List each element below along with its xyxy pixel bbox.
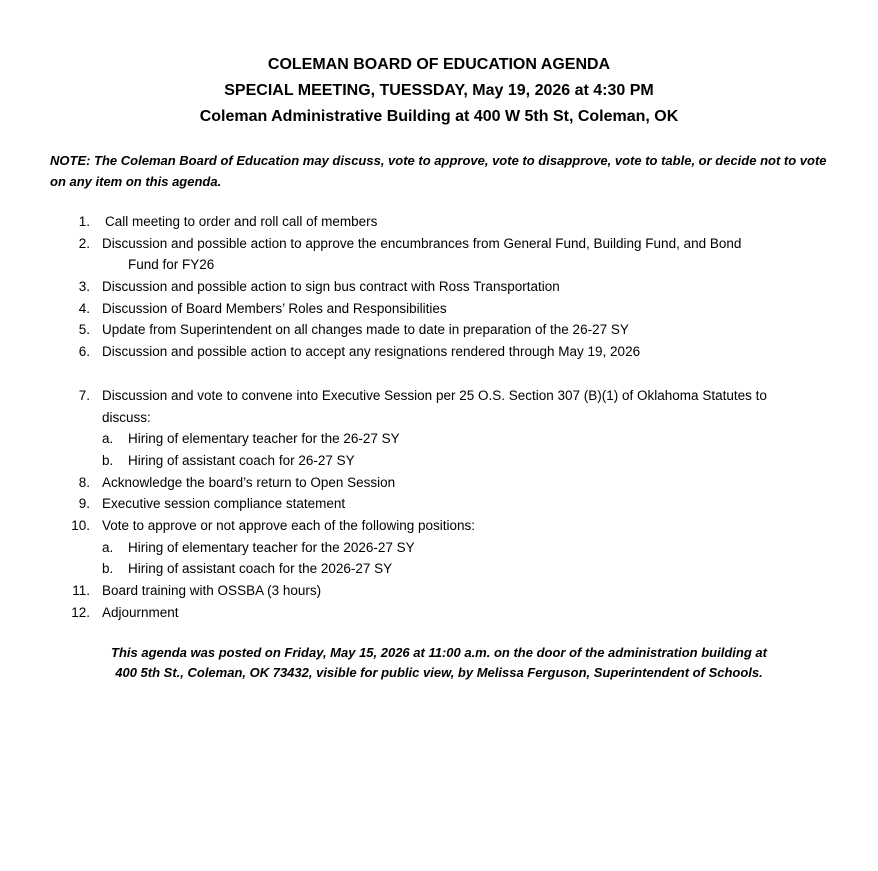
item-number: 1. (78, 214, 90, 229)
item-number: 3. (78, 279, 90, 295)
agenda-list (0, 211, 878, 623)
item-number: 6. (78, 344, 90, 360)
subitem-text: Hiring of elementary teacher for the 2026-27 SY (128, 539, 415, 555)
item-text: Vote to approve or not approve each of the following positions: (102, 517, 475, 533)
item-number: 10. (71, 517, 90, 533)
agenda-spacer (0, 363, 878, 385)
agenda-subitem (0, 558, 878, 580)
posting-notice (0, 643, 878, 683)
item-text: Acknowledge the board’s return to Open Session (102, 474, 396, 490)
item-text-continued: Fund for FY26 (128, 257, 215, 273)
agenda-item (0, 472, 878, 494)
item-text: Adjournment (102, 604, 179, 620)
subitem-letter: b. (102, 452, 114, 468)
agenda-item-continuation (0, 407, 878, 429)
agenda-item (0, 385, 878, 407)
item-number: 5. (78, 322, 90, 338)
item-text: Discussion and possible action to sign bus contract with Ross Transportation (102, 279, 560, 295)
agenda-item (0, 233, 878, 255)
agenda-subitem (0, 428, 878, 450)
subitem-letter: b. (102, 561, 114, 577)
agenda-item (0, 211, 878, 233)
item-text: Executive session compliance statement (102, 496, 346, 512)
item-number: 7. (78, 387, 90, 403)
agenda-subitem (0, 537, 878, 559)
subitem-text: Hiring of elementary teacher for the 26-27 SY (128, 431, 400, 447)
subitem-text: Hiring of assistant coach for 26-27 SY (128, 452, 355, 468)
item-number: 12. (71, 604, 90, 620)
agenda-note: NOTE: The Coleman Board of Education may discuss, vote to approve, vote to disapprove, vote to table, or decide not to vote on any item on this agenda. (50, 153, 827, 189)
subitem-letter: a. (102, 539, 114, 555)
agenda-item (0, 602, 878, 624)
agenda-item (0, 298, 878, 320)
item-text: Discussion and possible action to accept any resignations rendered through May 19, 2026 (102, 344, 641, 360)
item-number: 11. (72, 583, 90, 598)
meeting-type-date: SPECIAL MEETING, TUESSDAY, May 19, 2026 at 4:30 PM (224, 82, 654, 99)
item-number: 9. (78, 496, 90, 512)
agenda-item (0, 341, 878, 363)
agenda-header (0, 52, 878, 130)
item-text: Update from Superintendent on all changes made to date in preparation of the 26-27 SY (102, 322, 629, 338)
agenda-item-continuation (0, 254, 878, 276)
agenda-item (0, 319, 878, 341)
agenda-title: COLEMAN BOARD OF EDUCATION AGENDA (267, 56, 611, 73)
item-text: Discussion and possible action to approve the encumbrances from General Fund, Building Fund, and Bond (102, 235, 742, 251)
item-number: 4. (78, 300, 90, 316)
item-text: Board training with OSSBA (3 hours) (102, 583, 322, 598)
agenda-item (0, 515, 878, 537)
item-number: 8. (78, 474, 90, 490)
item-text: Call meeting to order and roll call of members (105, 214, 378, 229)
item-number: 2. (78, 235, 90, 251)
item-text: Discussion of Board Members’ Roles and Responsibilities (102, 300, 447, 316)
posting-notice-line: 400 5th St., Coleman, OK 73432, visible for public view, by Melissa Ferguson, Superintendent of Schools. (115, 665, 763, 680)
posting-notice-line: This agenda was posted on Friday, May 15, 2026 at 11:00 a.m. on the door of the administration building at (111, 645, 767, 660)
subitem-text: Hiring of assistant coach for the 2026-27 SY (128, 561, 393, 577)
agenda-item (0, 276, 878, 298)
item-text: Discussion and vote to convene into Executive Session per 25 O.S. Section 307 (B)(1) of Oklahoma Statutes to (102, 387, 767, 403)
meeting-location: Coleman Administrative Building at 400 W 5th St, Coleman, OK (199, 108, 679, 125)
subitem-letter: a. (102, 431, 114, 447)
item-text-continued: discuss: (102, 409, 151, 425)
agenda-item (0, 493, 878, 515)
agenda-item (0, 580, 878, 602)
agenda-subitem (0, 450, 878, 472)
